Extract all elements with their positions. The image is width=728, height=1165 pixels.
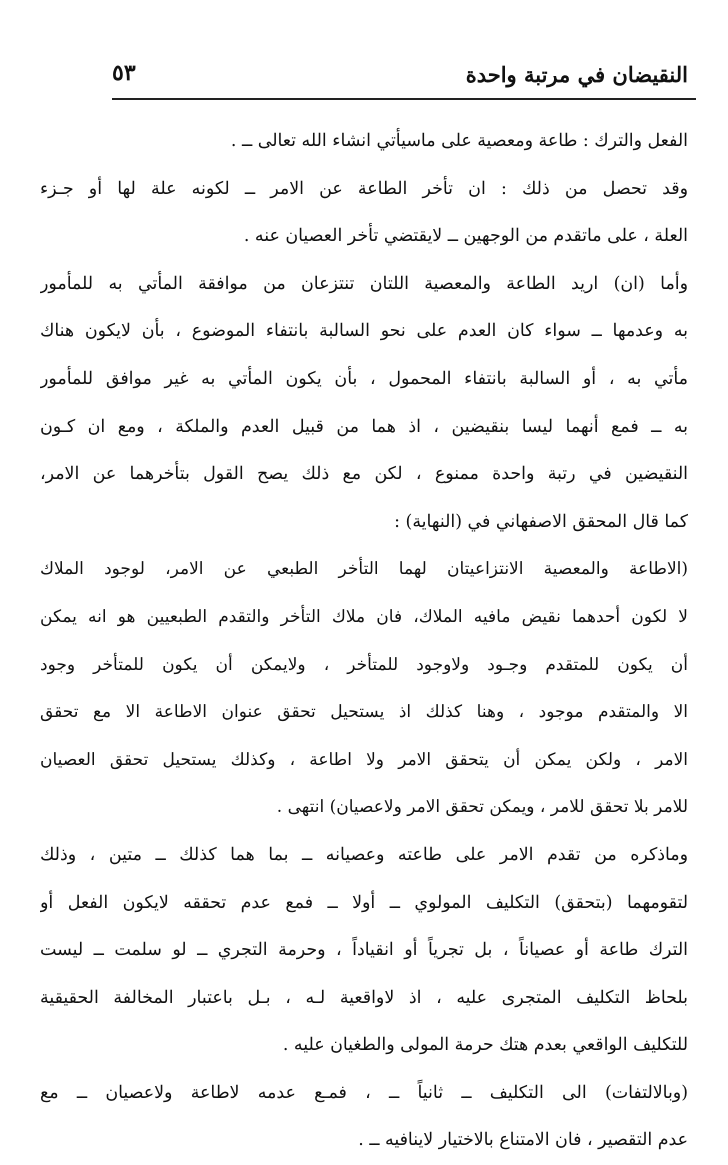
page-body — [40, 118, 688, 1151]
text-line: (وبالالتفات) الى التكليف ــ ثانياً ــ ، فمـع عدمه لاطاعة ولاعصيان ــ مع — [40, 1082, 688, 1103]
text-line: به وعدمها ــ سواء كان العدم على نحو السالبة بانتفاء الموضوع ، بأن لايكون هناك — [40, 321, 688, 342]
quote-line: (الاطاعة والمعصية الانتزاعيتان لهما التأخر الطبعي عن الامر، لوجود الملاك — [40, 559, 688, 580]
text-line: وماذكره من تقدم الامر على طاعته وعصيانه ــ بما هما كذلك ــ متين ، وذلك — [40, 844, 688, 865]
text-line: الفعل والترك : طاعة ومعصية على ماسيأتي انشاء الله تعالى ــ . — [230, 131, 688, 151]
quote-line: للامر بلا تحقق للامر ، ويمكن تحقق الامر ولاعصيان) انتهى . — [276, 797, 688, 818]
page-header — [112, 58, 696, 100]
text-line: النقيضين في رتبة واحدة ممنوع ، لكن مع ذلك يصح القول بتأخرهما عن الامر، — [40, 464, 688, 485]
text-line: العلة ، على ماتقدم من الوجهين ــ لايقتضي تأخر العصيان عنه . — [243, 226, 688, 247]
quote-line: لا لكون أحدهما نقيض مافيه الملاك، فان ملاك التأخر والتقدم الطبعيين هو انه يمكن — [40, 606, 688, 627]
text-line: عدم التقصير ، فان الامتناع بالاختيار لاينافيه ــ . — [358, 1130, 688, 1151]
text-line: كما قال المحقق الاصفهاني في (النهاية) : — [394, 511, 688, 532]
text-line: بلحاظ التكليف المتجرى عليه ، اذ لاواقعية لـه ، بـل باعتبار المخالفة الحقيقية — [40, 987, 688, 1008]
text-line: وأما (ان) اريد الطاعة والمعصية اللتان تنتزعان من موافقة المأتي به للمأمور — [40, 273, 688, 294]
quote-line: الا والمتقدم موجود ، وهنا كذلك اذ يستحيل تحقق عنوان الاطاعة الا مع تحقق — [40, 702, 688, 723]
quote-line: أن يكون للمتقدم وجـود ولاوجود للمتأخر ، ولايمكن أن يكون للمتأخر وجود — [40, 654, 688, 675]
text-line: به ــ فمع أنهما ليسا بنقيضين ، اذ هما من قبيل العدم والملكة ، ومع ان كـون — [40, 416, 688, 437]
running-title: النقيضان في مرتبة واحدة — [465, 62, 688, 87]
text-line: الترك طاعة أو عصياناً ، بل تجرياً أو انقياداً ، وحرمة التجري ــ لو سلمت ــ ليست — [40, 940, 688, 961]
text-line: للتكليف الواقعي بعدم هتك حرمة المولى والطغيان عليه . — [282, 1035, 688, 1056]
quote-line: الامر ، ولكن يمكن أن يتحقق الامر ولا اطاعة ، وكذلك يستحيل تحقق العصيان — [40, 749, 688, 770]
text-line: مأتي به ، أو السالبة بانتفاء المحمول ، بأن يكون المأتي به غير موافق للمأمور — [40, 368, 688, 389]
text-line: لتقومهما (بتحقق) التكليف المولوي ــ أولا ــ فمع عدم تحققه لايكون الفعل أو — [40, 892, 688, 913]
text-line: وقد تحصل من ذلك : ان تأخر الطاعة عن الامر ــ لكونه علة لها أو جـزء — [40, 178, 688, 199]
page-number: ٥٣ — [112, 60, 136, 86]
